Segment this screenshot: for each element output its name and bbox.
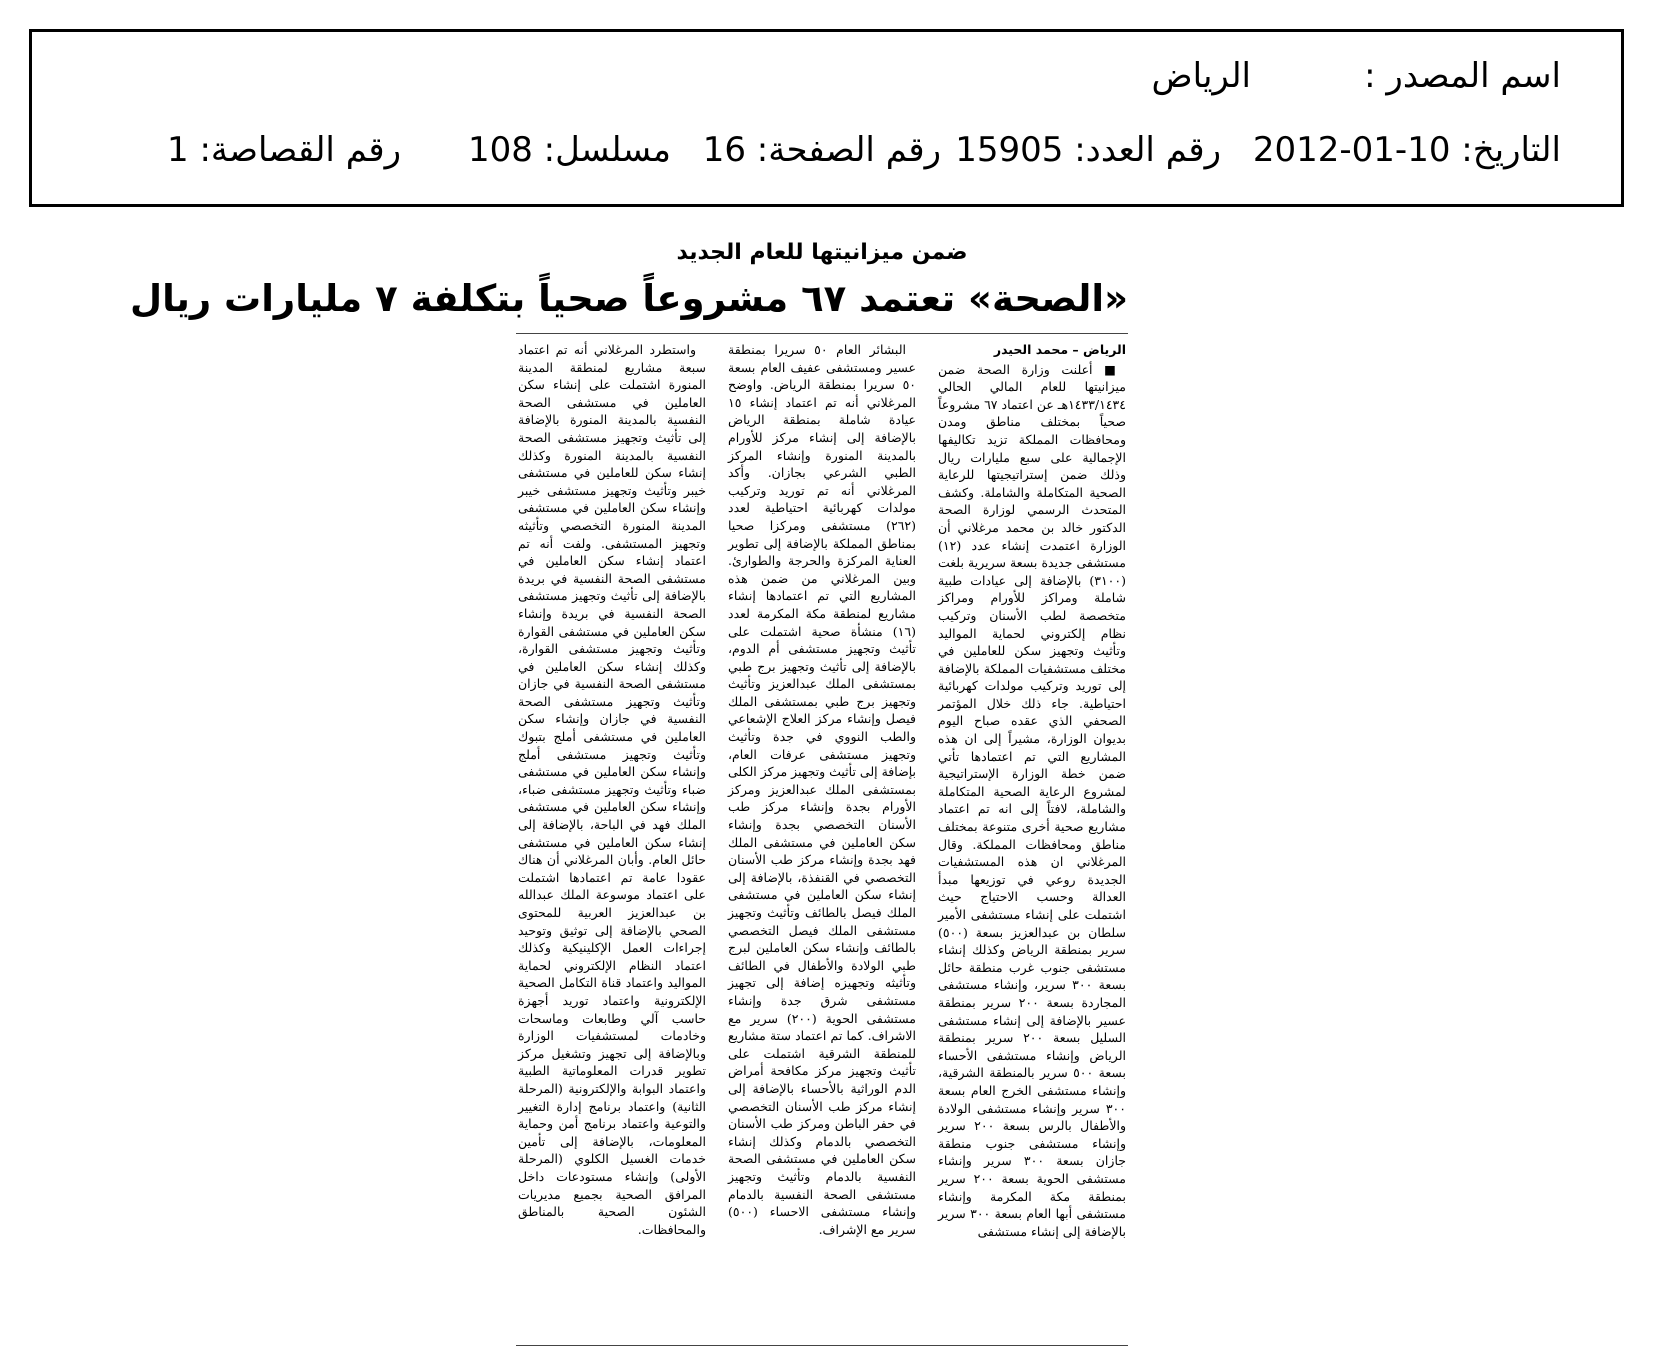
page-field: رقم الصفحة: 16 xyxy=(702,130,941,170)
article-column-2 xyxy=(728,341,916,1341)
date-field: التاريخ: 10-01-2012 xyxy=(1252,130,1561,170)
headline-divider xyxy=(516,333,1128,334)
column-1-text: ■ أعلنت وزارة الصحة ضمن ميزانيتها للعام المالي الحالي ١٤٣٣/١٤٣٤هـ عن اعتماد ٦٧ مشروعاً صحياً بمختلف مناطق ومدن ومحافظات المملكة تزيد تكاليفها الإجمالية على سبع مليارات ريال وذلك ضمن إستراتيجيتها للرعاية الصحية المتكاملة والشاملة. وكشف المتحدث الرسمي لوزارة الصحة الدكتور خالد بن محمد مرغلاني أن الوزارة اعتمدت إنشاء عدد (١٢) مستشفى جديدة بسعة سريرية بلغت (٣١٠٠) بالإضافة إلى عيادات طبية شاملة ومراكز للأورام ومراكز متخصصة لطب الأسنان وتركيب نظام إلكتروني لحماية المواليد وتأثيث وتجهيز سكن للعاملين في مختلف مستشفيات المملكة بالإضافة إلى توريد وتركيب مولدات كهربائية احتياطية. جاء ذلك خلال المؤتمر الصحفي الذي عقده صباح اليوم بديوان الوزارة، مشيراً إلى ان هذه المشاريع التي تم اعتمادها تأتي ضمن خطة الوزارة الإستراتيجية لمشروع الرعاية الصحية المتكاملة والشاملة، لافتاً إلى انه تم اعتماد مشاريع صحية أخرى متنوعة بمختلف مناطق ومحافظات المملكة. وقال المرغلاني ان هذه المستشفيات الجديدة روعي في توزيعها مبدأ العدالة وحسب الاحتياج حيث اشتملت على إنشاء مستشفى الأمير سلطان بن عبدالعزيز بسعة (٥٠٠) سرير بمنطقة الرياض وكذلك إنشاء مستشفى جنوب غرب منطقة حائل بسعة ٣٠٠ سرير، وإنشاء مستشفى المجاردة بسعة ٢٠٠ سرير بمنطقة عسير بالإضافة إلى إنشاء مستشفى السليل بسعة ٢٠٠ سرير بمنطقة الرياض وإنشاء مستشفى الأحساء بسعة ٥٠٠ سرير بالمنطقة الشرقية، وإنشاء مستشفى الخرج العام بسعة ٣٠٠ سرير وإنشاء مستشفى الولادة والأطفال بالرس بسعة ٢٠٠ سرير وإنشاء مستشفى جنوب منطقة جازان بسعة ٣٠٠ سرير وإنشاء مستشفى الحوية بسعة ٢٠٠ سرير بمنطقة مكة المكرمة وإنشاء مستشفى أبها العام بسعة ٣٠٠ سرير بالإضافة إلى إنشاء مستشفى xyxy=(938,361,1127,1239)
newspaper-clipping xyxy=(129,237,1128,1350)
source-value: الرياض xyxy=(1151,56,1251,96)
column-2-text: البشائر العام ٥٠ سريرا بمنطقة عسير ومستشفى عفيف العام بسعة ٥٠ سريرا بمنطقة الرياض. واوضح المرغلاني أنه تم اعتماد إنشاء ١٥ عيادة شاملة بمنطقة الرياض بالإضافة إلى إنشاء مركز للأورام بالمدينة المنورة وإنشاء المركز الطبي الشرعي بجازان. وأكد المرغلاني أنه تم توريد وتركيب مولدات كهربائية احتياطية لعدد (٢٦٢) مستشفى ومركزا صحيا بمناطق المملكة بالإضافة إلى تطوير العناية المركزة والحرجة والطوارئ. وبين المرغلاني من ضمن هذه المشاريع التي تم اعتمادها إنشاء مشاريع لمنطقة مكة المكرمة لعدد (١٦) منشأة صحية اشتملت على تأثيث وتجهيز مستشفى أم الدوم، بالإضافة إلى تأثيث وتجهيز برج طبي بمستشفى الملك عبدالعزيز وتأثيث وتجهيز برج طبي بمستشفى الملك فيصل وإنشاء مركز العلاج الإشعاعي والطب النووي في جدة وتأثيث وتجهيز مستشفى عرفات العام، بإضافة إلى تأثيث وتجهيز مركز الكلى بمستشفى الملك عبدالعزيز ومركز الأورام بجدة وإنشاء مركز طب الأسنان التخصصي بجدة وإنشاء سكن العاملين في مستشفى الملك فهد بجدة وإنشاء مركز طب الأسنان التخصصي في القنفذة، بالإضافة إلى إنشاء سكن العاملين في مستشفى الملك فيصل بالطائف وتأثيث وتجهيز مستشفى الملك فيصل التخصصي بالطائف وإنشاء سكن العاملين لبرج طبي الولادة والأطفال في الطائف وتأثيثه وتجهيزه إضافة إلى تجهيز مستشفى شرق جدة وإنشاء مستشفى الحوية (٢٠٠) سرير مع الاشراف. كما تم اعتماد ستة مشاريع للمنطقة الشرقية اشتملت على تأثيث وتجهيز مركز مكافحة أمراض الدم الوراثية بالأحساء بالإضافة إلى إنشاء مركز طب الأسنان التخصصي في حفر الباطن ومركز طب الأسنان التخصصي بالدمام وكذلك إنشاء سكن العاملين في مستشفى الصحة النفسية بالدمام وتأثيث وتجهيز مستشفى الصحة النفسية بالدمام وإنشاء مستشفى الاحساء (٥٠٠) سرير مع الإشراف. xyxy=(728,342,916,1237)
serial-field: مسلسل: 108 xyxy=(467,130,671,170)
article-column-1 xyxy=(938,341,1126,1341)
issue-field: رقم العدد: 15905 xyxy=(955,130,1221,170)
article-byline: الرياض – محمد الحيدر xyxy=(993,342,1126,357)
article-headline: «الصحة» تعتمد ٦٧ مشروعاً صحياً بتكلفة ٧ مليارات ريال xyxy=(129,277,1128,320)
article-kicker: ضمن ميزانيتها للعام الجديد xyxy=(676,240,968,265)
clipping-header xyxy=(29,29,1624,207)
bottom-rule xyxy=(516,1345,1128,1346)
source-label: اسم المصدر : xyxy=(1364,56,1561,96)
article-column-3 xyxy=(518,341,706,1341)
column-3-text: واستطرد المرغلاني أنه تم اعتماد سبعة مشاريع لمنطقة المدينة المنورة اشتملت على إنشاء سكن العاملين في مستشفى الصحة النفسية بالمدينة المنورة بالإضافة إلى تأثيث وتجهيز مستشفى الصحة النفسية بالمدينة المنورة وكذلك إنشاء سكن للعاملين في مستشفى خيبر وتأثيث وتجهيز مستشفى خيبر وإنشاء سكن العاملين في مستشفى المدينة المنورة التخصصي وتأثيثه وتجهيز المستشفى. ولفت أنه تم اعتماد إنشاء سكن العاملين في مستشفى الصحة النفسية في بريدة بالإضافة إلى تأثيث وتجهيز مستشفى الصحة النفسية في بريدة وإنشاء سكن العاملين في مستشفى القوارة وتأثيث وتجهيز مستشفى القوارة، وكذلك إنشاء سكن العاملين في مستشفى الصحة النفسية في جازان وتأثيث وتجهيز مستشفى الصحة النفسية في جازان وإنشاء سكن العاملين في مستشفى أملج بتبوك وتأثيث وتجهيز مستشفى أملج وإنشاء سكن العاملين في مستشفى ضباء وتأثيث وتجهيز مستشفى ضباء، وإنشاء سكن العاملين في مستشفى الملك فهد في الباحة، بالإضافة إلى إنشاء سكن العاملين في مستشفى حائل العام. وأبان المرغلاني أن هناك عقودا عامة تم اعتمادها اشتملت على اعتماد موسوعة الملك عبدالله بن عبدالعزيز العربية للمحتوى الصحي بالإضافة إلى توثيق وتوحيد إجراءات العمل الإكلينيكية وكذلك اعتماد النظام الإلكتروني لحماية المواليد واعتماد قناة التكامل الصحية الإلكترونية واعتماد توريد أجهزة حاسب آلي وطابعات وماسحات وخادمات لمستشفيات الوزارة وبالإضافة إلى تجهيز وتشغيل مركز تطوير قدرات المعلوماتية الطبية واعتماد البوابة والإلكترونية (المرحلة الثانية) واعتماد برنامج إدارة التغيير والتوعية واعتماد برنامج أمن وحماية المعلومات، بالإضافة إلى تأمين خدمات الغسيل الكلوي (المرحلة الأولى) وإنشاء مستودعات داخل المرافق الصحية بجميع مديريات الشئون الصحية بالمناطق والمحافظات. xyxy=(518,342,706,1237)
clip-number-field: رقم القصاصة: 1 xyxy=(167,130,401,170)
